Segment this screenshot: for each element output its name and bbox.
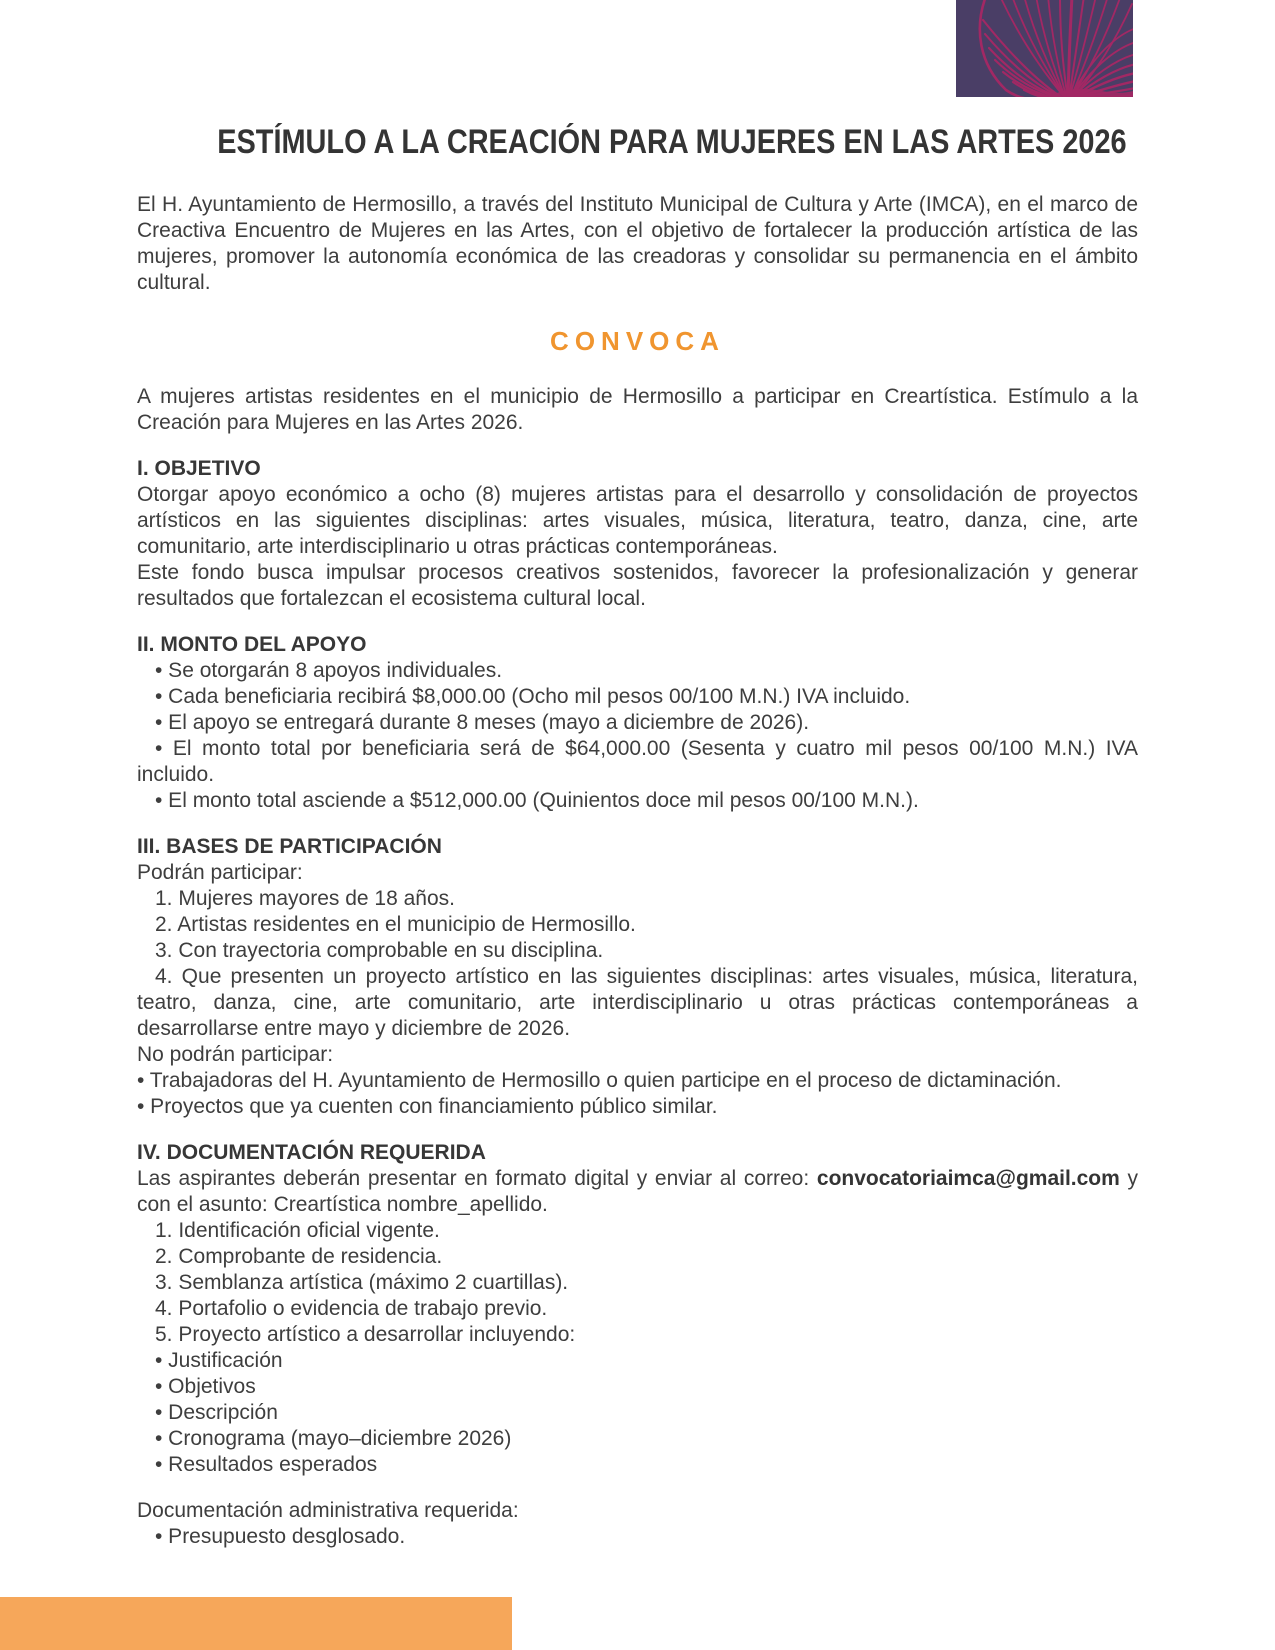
footer-accent-bar bbox=[0, 1597, 512, 1650]
convoca-heading: CONVOCA bbox=[550, 326, 725, 356]
documentacion-item-4: 4. Portafolio o evidencia de trabajo previo. bbox=[155, 1297, 548, 1320]
documentacion-item-1: 1. Identificación oficial vigente. bbox=[155, 1219, 440, 1242]
bases-item-2: 2. Artistas residentes en el municipio de Hermosillo. bbox=[155, 913, 636, 936]
call-paragraph: A mujeres artistas residentes en el municipio de Hermosillo a participar en Creartística. Estímulo a la Creación para Mujeres en las Artes 2026. bbox=[137, 385, 1138, 434]
document-content bbox=[137, 0, 1138, 1550]
monto-bullet-1: • Se otorgarán 8 apoyos individuales. bbox=[155, 659, 503, 682]
email-address: convocatoriaimca@gmail.com bbox=[816, 1167, 1120, 1190]
section-heading-bases: III. BASES DE PARTICIPACIÓN bbox=[137, 835, 442, 858]
bases-item-3: 3. Con trayectoria comprobable en su disciplina. bbox=[155, 939, 604, 962]
bases-item-1: 1. Mujeres mayores de 18 años. bbox=[155, 887, 455, 910]
page-title bbox=[137, 122, 1138, 162]
documentacion-item-2: 2. Comprobante de residencia. bbox=[155, 1245, 443, 1268]
section-heading-documentacion: IV. DOCUMENTACIÓN REQUERIDA bbox=[137, 1141, 486, 1164]
objetivo-paragraph-1: Otorgar apoyo económico a ocho (8) mujeres artistas para el desarrollo y consolidación de proyectos artísticos en las siguientes disciplinas: artes visuales, música, literatura, teatro, danza, cine, arte comunitario, arte interdisciplinario u otras prácticas contemporáneas. bbox=[137, 483, 1138, 558]
bases-item-4: 4. Que presenten un proyecto artístico en las siguientes disciplinas: artes visuales, música, literatura, teatro, danza, cine, arte comunitario, arte interdisciplinario u otras prácticas contemporáneas a desarrollarse entre mayo y diciembre de 2026. bbox=[137, 965, 1138, 1040]
section-heading-monto: II. MONTO DEL APOYO bbox=[137, 633, 367, 656]
monto-bullet-3: • El apoyo se entregará durante 8 meses (mayo a diciembre de 2026). bbox=[155, 711, 810, 734]
project-bullet-2: • Objetivos bbox=[155, 1375, 256, 1398]
bases-no-intro: No podrán participar: bbox=[137, 1043, 334, 1066]
monto-bullet-4: • El monto total por beneficiaria será de $64,000.00 (Sesenta y cuatro mil pesos 00/100 M.N.) IVA incluido. bbox=[137, 737, 1138, 786]
monto-bullet-5: • El monto total asciende a $512,000.00 (Quinientos doce mil pesos 00/100 M.N.). bbox=[155, 789, 919, 812]
admin-docs-bullet-1: • Presupuesto desglosado. bbox=[155, 1525, 406, 1548]
page-title-text: ESTÍMULO A LA CREACIÓN PARA MUJERES EN LAS ARTES 2026 bbox=[217, 123, 1127, 161]
section-heading-objetivo: I. OBJETIVO bbox=[137, 457, 261, 480]
documentacion-intro bbox=[137, 1166, 1138, 1218]
documentacion-item-3: 3. Semblanza artística (máximo 2 cuartillas). bbox=[155, 1271, 569, 1294]
project-bullet-5: • Resultados esperados bbox=[155, 1453, 378, 1476]
project-bullet-1: • Justificación bbox=[155, 1349, 283, 1372]
admin-docs-intro: Documentación administrativa requerida: bbox=[137, 1499, 519, 1522]
project-bullet-4: • Cronograma (mayo–diciembre 2026) bbox=[155, 1427, 512, 1450]
bases-exclusion-2: • Proyectos que ya cuenten con financiamiento público similar. bbox=[137, 1095, 718, 1118]
documentacion-intro-suffix: y con el asunto: Creartística nombre_apellido. bbox=[137, 1167, 1138, 1216]
bases-intro: Podrán participar: bbox=[137, 861, 303, 884]
documentacion-item-5: 5. Proyecto artístico a desarrollar incluyendo: bbox=[155, 1323, 576, 1346]
objetivo-paragraph-2: Este fondo busca impulsar procesos creativos sostenidos, favorecer la profesionalización y generar resultados que fortalezcan el ecosistema cultural local. bbox=[137, 561, 1138, 610]
intro-paragraph: El H. Ayuntamiento de Hermosillo, a través del Instituto Municipal de Cultura y Arte (IMCA), en el marco de Creactiva Encuentro de Mujeres en las Artes, con el objetivo de fortalecer la producción artística de las mujeres, promover la autonomía económica de las creadoras y consolidar su permanencia en el ámbito cultural. bbox=[137, 193, 1138, 294]
bases-exclusion-1: • Trabajadoras del H. Ayuntamiento de Hermosillo o quien participe en el proceso de dictaminación. bbox=[137, 1069, 1062, 1092]
documentacion-intro-text: Las aspirantes deberán presentar en formato digital y enviar al correo: bbox=[137, 1167, 817, 1190]
project-bullet-3: • Descripción bbox=[155, 1401, 278, 1424]
monto-bullet-2: • Cada beneficiaria recibirá $8,000.00 (Ocho mil pesos 00/100 M.N.) IVA incluido. bbox=[155, 685, 911, 708]
